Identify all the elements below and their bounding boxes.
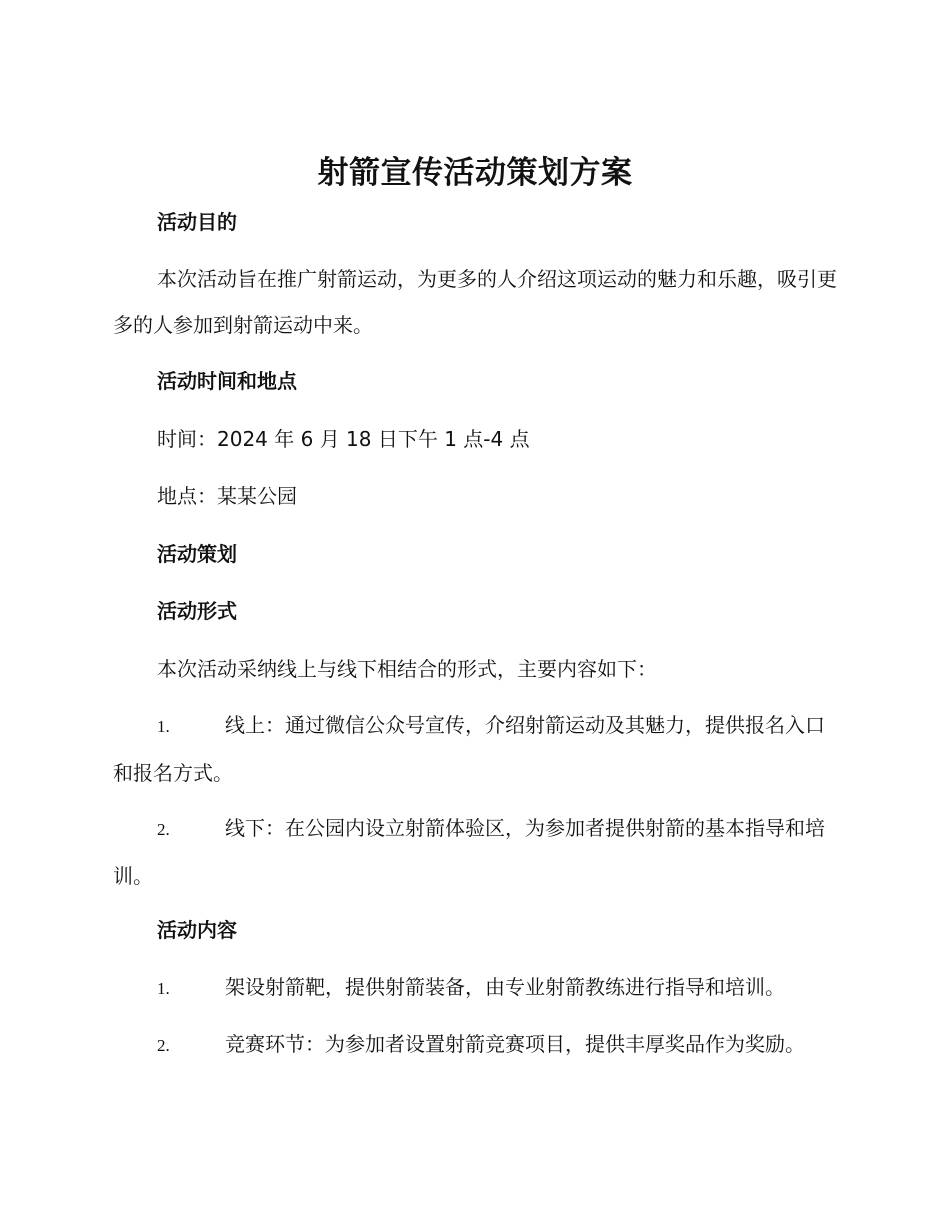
- list-number: 1.: [157, 717, 170, 736]
- section-heading-time-place: 活动时间和地点: [157, 369, 297, 393]
- list-item-text: 架设射箭靶，提供射箭装备，由专业射箭教练进行指导和培训。: [225, 975, 785, 999]
- list-number: 2.: [157, 820, 170, 839]
- section-heading-content: 活动内容: [157, 918, 237, 942]
- paragraph-place: 地点：某某公园: [157, 484, 297, 508]
- section-heading-form: 活动形式: [157, 599, 237, 623]
- list-item-form-2: [113, 805, 841, 899]
- list-item-content-2: [113, 1021, 841, 1069]
- list-item-content-1: [113, 964, 841, 1012]
- list-item-text: 竞赛环节：为参加者设置射箭竞赛项目，提供丰厚奖品作为奖励。: [225, 1032, 805, 1056]
- section-heading-plan: 活动策划: [157, 542, 237, 566]
- list-item-text: 线下：在公园内设立射箭体验区，为参加者提供射箭的基本指导和培训。: [113, 816, 825, 888]
- list-number: 2.: [157, 1036, 170, 1055]
- list-number: 1.: [157, 979, 170, 998]
- section-heading-purpose: 活动目的: [157, 210, 237, 234]
- paragraph-purpose: 本次活动旨在推广射箭运动，为更多的人介绍这项运动的魅力和乐趣，吸引更多的人参加到射箭运动中来。: [113, 267, 837, 337]
- paragraph-time: 时间：2024 年 6 月 18 日下午 1 点-4 点: [157, 427, 530, 451]
- paragraph-form-intro: 本次活动采纳线上与线下相结合的形式，主要内容如下：: [157, 657, 657, 681]
- list-item-form-1: [113, 702, 841, 796]
- document-title: 射箭宣传活动策划方案: [317, 155, 633, 191]
- list-item-text: 线上：通过微信公众号宣传，介绍射箭运动及其魅力，提供报名入口和报名方式。: [113, 713, 825, 785]
